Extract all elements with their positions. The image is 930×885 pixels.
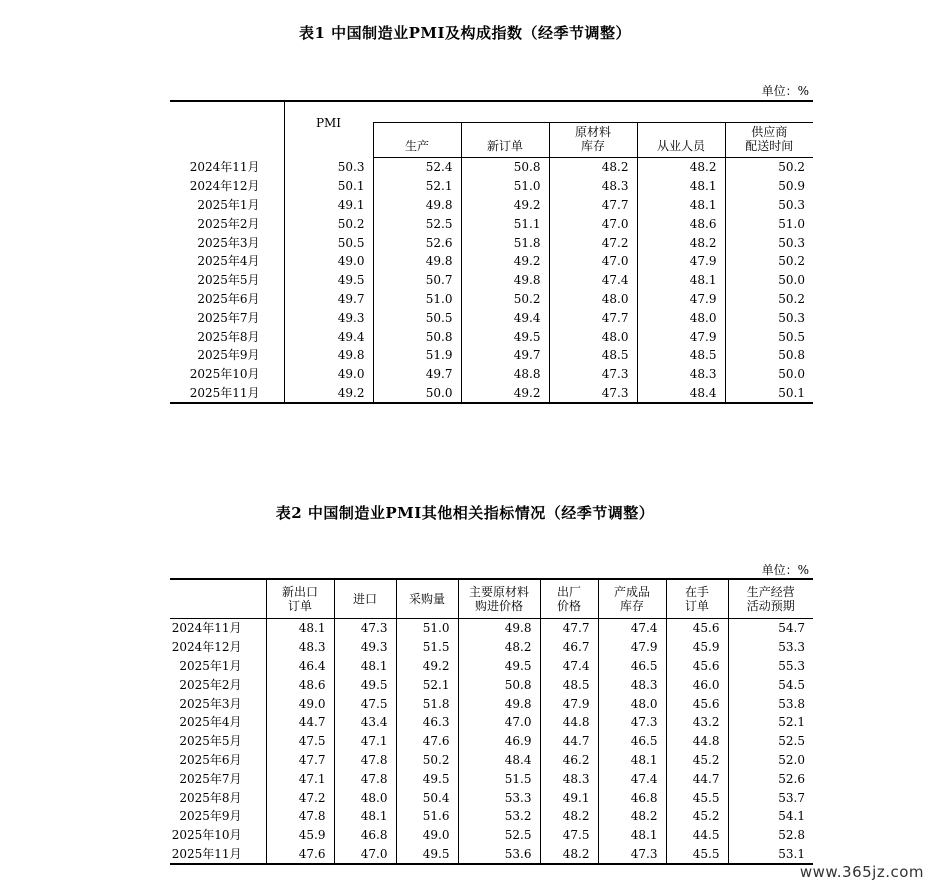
value-cell: 49.5 — [396, 845, 458, 865]
value-cell: 53.8 — [728, 694, 813, 713]
value-cell: 47.5 — [334, 694, 396, 713]
value-cell: 51.0 — [373, 290, 461, 309]
table-row — [170, 845, 813, 865]
table-row — [170, 732, 813, 751]
value-cell: 46.4 — [266, 657, 334, 676]
value-cell: 47.4 — [598, 619, 666, 638]
value-cell: 49.2 — [461, 252, 549, 271]
value-cell: 49.0 — [266, 694, 334, 713]
value-cell: 50.2 — [461, 290, 549, 309]
table1-header-employment: 从业人员 — [637, 123, 725, 158]
value-cell: 47.0 — [549, 252, 637, 271]
value-cell: 52.8 — [728, 826, 813, 845]
value-cell: 49.8 — [461, 271, 549, 290]
value-cell: 47.9 — [598, 638, 666, 657]
table-row — [170, 196, 813, 215]
row-label: 2025年8月 — [179, 790, 242, 805]
value-cell: 47.7 — [549, 196, 637, 215]
value-cell: 55.3 — [728, 657, 813, 676]
value-cell: 46.8 — [598, 788, 666, 807]
value-cell: 47.3 — [598, 845, 666, 865]
value-cell: 50.2 — [284, 214, 373, 233]
value-cell: 50.5 — [373, 308, 461, 327]
value-cell: 47.4 — [549, 271, 637, 290]
value-cell: 49.1 — [284, 196, 373, 215]
table-row — [170, 384, 813, 404]
value-cell: 49.2 — [461, 384, 549, 404]
value-cell: 47.6 — [266, 845, 334, 865]
value-cell: 47.8 — [266, 807, 334, 826]
value-cell: 49.7 — [461, 346, 549, 365]
value-cell: 53.1 — [728, 845, 813, 865]
value-cell: 47.5 — [540, 826, 598, 845]
row-label: 2025年7月 — [179, 771, 242, 786]
value-cell: 47.1 — [266, 769, 334, 788]
value-cell: 51.5 — [396, 638, 458, 657]
row-label: 2025年2月 — [197, 216, 260, 231]
row-label: 2025年5月 — [179, 734, 242, 749]
row-label: 2025年1月 — [197, 197, 260, 212]
value-cell: 50.0 — [725, 365, 813, 384]
value-cell: 52.1 — [728, 713, 813, 732]
value-cell: 45.2 — [666, 751, 728, 770]
value-cell: 49.4 — [461, 308, 549, 327]
value-cell: 47.3 — [598, 713, 666, 732]
value-cell: 48.2 — [637, 233, 725, 252]
row-label: 2025年4月 — [179, 715, 242, 730]
value-cell: 48.4 — [458, 751, 540, 770]
value-cell: 50.8 — [461, 158, 549, 177]
value-cell: 52.5 — [458, 826, 540, 845]
value-cell: 50.3 — [725, 308, 813, 327]
value-cell: 48.6 — [266, 675, 334, 694]
value-cell: 50.3 — [284, 158, 373, 177]
value-cell: 54.5 — [728, 675, 813, 694]
table2-pmi-other-indicators — [170, 578, 813, 865]
table1-header-supplier-delivery: 供应商 配送时间 — [725, 123, 813, 158]
value-cell: 48.2 — [540, 845, 598, 865]
value-cell: 49.8 — [458, 694, 540, 713]
value-cell: 51.1 — [461, 214, 549, 233]
value-cell: 49.7 — [284, 290, 373, 309]
table1-body — [170, 158, 813, 404]
value-cell: 48.1 — [637, 271, 725, 290]
table-row — [170, 619, 813, 638]
value-cell: 52.0 — [728, 751, 813, 770]
table-row — [170, 826, 813, 845]
table-row — [170, 769, 813, 788]
value-cell: 49.5 — [284, 271, 373, 290]
value-cell: 48.2 — [540, 807, 598, 826]
value-cell: 54.1 — [728, 807, 813, 826]
row-label: 2025年9月 — [197, 348, 260, 363]
table-row — [170, 713, 813, 732]
value-cell: 46.0 — [666, 675, 728, 694]
value-cell: 50.8 — [458, 675, 540, 694]
value-cell: 48.3 — [540, 769, 598, 788]
table-row — [170, 657, 813, 676]
row-label: 2025年4月 — [197, 254, 260, 269]
value-cell: 49.1 — [540, 788, 598, 807]
value-cell: 50.8 — [725, 346, 813, 365]
table2-header-purchase-quantity: 采购量 — [396, 579, 458, 619]
value-cell: 47.0 — [458, 713, 540, 732]
value-cell: 45.5 — [666, 788, 728, 807]
value-cell: 53.7 — [728, 788, 813, 807]
value-cell: 47.4 — [598, 769, 666, 788]
value-cell: 50.2 — [725, 290, 813, 309]
value-cell: 48.5 — [637, 346, 725, 365]
value-cell: 53.3 — [728, 638, 813, 657]
value-cell: 48.1 — [266, 619, 334, 638]
table1-corner-cell — [170, 101, 284, 158]
value-cell: 49.8 — [373, 196, 461, 215]
value-cell: 48.1 — [598, 826, 666, 845]
table-row — [170, 252, 813, 271]
value-cell: 43.2 — [666, 713, 728, 732]
value-cell: 49.4 — [284, 327, 373, 346]
value-cell: 47.5 — [266, 732, 334, 751]
table1-unit: 单位：% — [761, 84, 809, 98]
value-cell: 51.6 — [396, 807, 458, 826]
table-row — [170, 365, 813, 384]
row-label: 2025年7月 — [197, 310, 260, 325]
value-cell: 51.9 — [373, 346, 461, 365]
row-label: 2024年12月 — [171, 640, 242, 655]
value-cell: 50.1 — [725, 384, 813, 404]
value-cell: 44.7 — [266, 713, 334, 732]
value-cell: 46.3 — [396, 713, 458, 732]
value-cell: 50.5 — [284, 233, 373, 252]
value-cell: 47.0 — [334, 845, 396, 865]
value-cell: 47.8 — [334, 751, 396, 770]
value-cell: 47.3 — [549, 384, 637, 404]
table2-header-imports: 进口 — [334, 579, 396, 619]
value-cell: 50.2 — [725, 252, 813, 271]
value-cell: 47.4 — [540, 657, 598, 676]
table1-header-pmi: PMI — [284, 101, 373, 158]
value-cell: 52.5 — [373, 214, 461, 233]
row-label: 2025年8月 — [197, 329, 260, 344]
value-cell: 50.1 — [284, 177, 373, 196]
value-cell: 47.9 — [637, 252, 725, 271]
value-cell: 46.5 — [598, 732, 666, 751]
value-cell: 48.2 — [549, 158, 637, 177]
value-cell: 49.0 — [284, 252, 373, 271]
value-cell: 47.2 — [266, 788, 334, 807]
table2-header-new-export-orders: 新出口 订单 — [266, 579, 334, 619]
value-cell: 44.7 — [666, 769, 728, 788]
value-cell: 48.1 — [598, 751, 666, 770]
table2-header-input-prices: 主要原材料 购进价格 — [458, 579, 540, 619]
value-cell: 51.5 — [458, 769, 540, 788]
value-cell: 53.2 — [458, 807, 540, 826]
value-cell: 48.0 — [549, 290, 637, 309]
value-cell: 52.6 — [728, 769, 813, 788]
value-cell: 47.1 — [334, 732, 396, 751]
value-cell: 48.1 — [334, 807, 396, 826]
table-row — [170, 694, 813, 713]
value-cell: 47.0 — [549, 214, 637, 233]
value-cell: 52.1 — [373, 177, 461, 196]
table-row — [170, 214, 813, 233]
row-label: 2025年3月 — [197, 235, 260, 250]
table-row — [170, 327, 813, 346]
value-cell: 48.0 — [598, 694, 666, 713]
table1-header-spacer — [373, 101, 813, 123]
value-cell: 49.5 — [461, 327, 549, 346]
value-cell: 48.2 — [458, 638, 540, 657]
value-cell: 50.0 — [725, 271, 813, 290]
table-row — [170, 807, 813, 826]
value-cell: 52.4 — [373, 158, 461, 177]
table-row — [170, 158, 813, 177]
value-cell: 49.3 — [334, 638, 396, 657]
row-label: 2025年5月 — [197, 273, 260, 288]
value-cell: 46.7 — [540, 638, 598, 657]
value-cell: 48.5 — [540, 675, 598, 694]
value-cell: 47.9 — [540, 694, 598, 713]
value-cell: 49.8 — [373, 252, 461, 271]
value-cell: 48.3 — [549, 177, 637, 196]
table2-body — [170, 619, 813, 865]
value-cell: 53.6 — [458, 845, 540, 865]
value-cell: 52.1 — [396, 675, 458, 694]
value-cell: 47.7 — [540, 619, 598, 638]
table2-title: 表2 中国制造业PMI其他相关指标情况（经季节调整） — [275, 504, 655, 522]
value-cell: 50.0 — [373, 384, 461, 404]
value-cell: 48.1 — [637, 196, 725, 215]
value-cell: 45.6 — [666, 694, 728, 713]
watermark: www.365jz.com — [799, 863, 924, 881]
value-cell: 47.9 — [637, 327, 725, 346]
table-row — [170, 233, 813, 252]
value-cell: 50.9 — [725, 177, 813, 196]
row-label: 2025年11月 — [171, 846, 242, 861]
value-cell: 48.1 — [334, 657, 396, 676]
table-row — [170, 638, 813, 657]
table-row — [170, 177, 813, 196]
value-cell: 46.2 — [540, 751, 598, 770]
value-cell: 50.5 — [725, 327, 813, 346]
value-cell: 47.2 — [549, 233, 637, 252]
value-cell: 49.0 — [284, 365, 373, 384]
table2-header-finished-goods-inventory: 产成品 库存 — [598, 579, 666, 619]
value-cell: 49.0 — [396, 826, 458, 845]
table2-header-business-expectations: 生产经营 活动预期 — [728, 579, 813, 619]
value-cell: 47.9 — [637, 290, 725, 309]
value-cell: 52.5 — [728, 732, 813, 751]
value-cell: 50.2 — [725, 158, 813, 177]
value-cell: 51.0 — [461, 177, 549, 196]
value-cell: 45.9 — [666, 638, 728, 657]
value-cell: 51.0 — [725, 214, 813, 233]
value-cell: 48.2 — [598, 807, 666, 826]
value-cell: 52.6 — [373, 233, 461, 252]
value-cell: 48.6 — [637, 214, 725, 233]
value-cell: 49.8 — [458, 619, 540, 638]
row-label: 2025年10月 — [189, 367, 260, 382]
row-label: 2025年3月 — [179, 696, 242, 711]
table2-unit: 单位：% — [761, 563, 809, 577]
value-cell: 47.3 — [334, 619, 396, 638]
table1-header-raw-material-inventory: 原材料 库存 — [549, 123, 637, 158]
value-cell: 49.5 — [458, 657, 540, 676]
value-cell: 48.3 — [598, 675, 666, 694]
value-cell: 48.8 — [461, 365, 549, 384]
value-cell: 44.5 — [666, 826, 728, 845]
value-cell: 49.2 — [461, 196, 549, 215]
value-cell: 48.4 — [637, 384, 725, 404]
table2-header-backlog-orders: 在手 订单 — [666, 579, 728, 619]
value-cell: 50.8 — [373, 327, 461, 346]
value-cell: 45.6 — [666, 619, 728, 638]
value-cell: 50.3 — [725, 233, 813, 252]
table1-header-production: 生产 — [373, 123, 461, 158]
table-row — [170, 675, 813, 694]
value-cell: 44.8 — [666, 732, 728, 751]
value-cell: 46.9 — [458, 732, 540, 751]
table-row — [170, 290, 813, 309]
value-cell: 49.7 — [373, 365, 461, 384]
row-label: 2025年2月 — [179, 677, 242, 692]
value-cell: 43.4 — [334, 713, 396, 732]
table-row — [170, 308, 813, 327]
value-cell: 44.8 — [540, 713, 598, 732]
value-cell: 45.6 — [666, 657, 728, 676]
value-cell: 47.8 — [334, 769, 396, 788]
table1-title: 表1 中国制造业PMI及构成指数（经季节调整） — [298, 24, 632, 42]
value-cell: 49.8 — [284, 346, 373, 365]
table1-header-new-orders: 新订单 — [461, 123, 549, 158]
table-row — [170, 751, 813, 770]
value-cell: 48.2 — [637, 158, 725, 177]
table-row — [170, 346, 813, 365]
value-cell: 48.5 — [549, 346, 637, 365]
value-cell: 46.8 — [334, 826, 396, 845]
value-cell: 49.3 — [284, 308, 373, 327]
value-cell: 48.0 — [334, 788, 396, 807]
row-label: 2025年6月 — [197, 291, 260, 306]
value-cell: 49.5 — [396, 769, 458, 788]
row-label: 2025年10月 — [171, 828, 242, 843]
table-row — [170, 271, 813, 290]
table2-header-output-prices: 出厂 价格 — [540, 579, 598, 619]
value-cell: 47.7 — [549, 308, 637, 327]
value-cell: 54.7 — [728, 619, 813, 638]
value-cell: 45.2 — [666, 807, 728, 826]
row-label: 2024年12月 — [189, 179, 260, 194]
value-cell: 50.3 — [725, 196, 813, 215]
value-cell: 50.4 — [396, 788, 458, 807]
value-cell: 51.8 — [461, 233, 549, 252]
value-cell: 47.7 — [266, 751, 334, 770]
value-cell: 51.0 — [396, 619, 458, 638]
value-cell: 50.7 — [373, 271, 461, 290]
value-cell: 47.6 — [396, 732, 458, 751]
value-cell: 48.1 — [637, 177, 725, 196]
table2-corner-cell — [170, 579, 266, 619]
value-cell: 48.3 — [637, 365, 725, 384]
row-label: 2025年9月 — [179, 809, 242, 824]
value-cell: 47.3 — [549, 365, 637, 384]
value-cell: 51.8 — [396, 694, 458, 713]
row-label: 2024年11月 — [171, 621, 242, 636]
value-cell: 44.7 — [540, 732, 598, 751]
value-cell: 46.5 — [598, 657, 666, 676]
value-cell: 48.3 — [266, 638, 334, 657]
row-label: 2024年11月 — [189, 160, 260, 175]
row-label: 2025年1月 — [179, 658, 242, 673]
value-cell: 45.5 — [666, 845, 728, 865]
value-cell: 45.9 — [266, 826, 334, 845]
value-cell: 48.0 — [549, 327, 637, 346]
value-cell: 49.5 — [334, 675, 396, 694]
row-label: 2025年6月 — [179, 752, 242, 767]
value-cell: 48.0 — [637, 308, 725, 327]
value-cell: 49.2 — [396, 657, 458, 676]
table1-pmi-composition — [170, 100, 813, 404]
row-label: 2025年11月 — [189, 385, 260, 400]
value-cell: 49.2 — [284, 384, 373, 404]
table-row — [170, 788, 813, 807]
value-cell: 50.2 — [396, 751, 458, 770]
value-cell: 53.3 — [458, 788, 540, 807]
